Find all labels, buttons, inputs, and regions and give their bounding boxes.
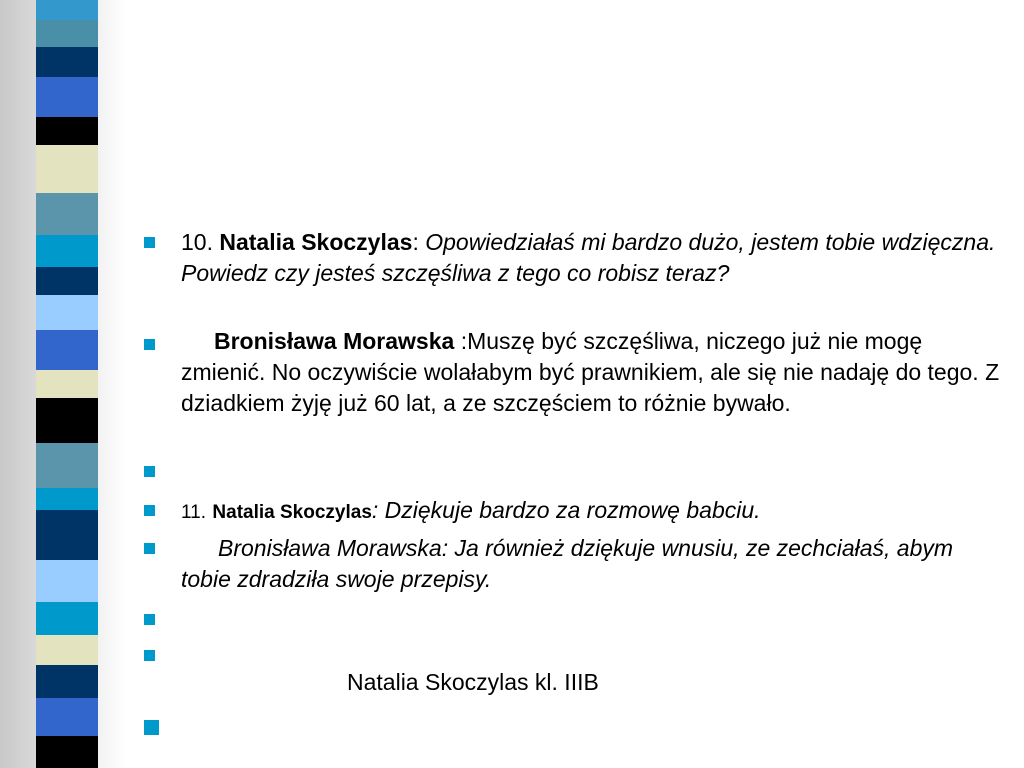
stripe: [36, 398, 98, 443]
entry-quote: Dziękuje bardzo za rozmowę babciu.: [384, 497, 761, 523]
stripe: [36, 117, 98, 145]
entry-text: [181, 326, 1001, 419]
stripe: [36, 145, 98, 193]
stripe: [36, 635, 98, 665]
entry-separator: :: [371, 497, 379, 523]
square-bullet-icon: [144, 466, 155, 477]
square-bullet-icon: [144, 339, 155, 350]
entry-quote: Bronisława Morawska: Ja również dziękuje wnusiu, ze zechciałaś, abym tobie zdradziła swoje przepisy.: [181, 535, 954, 592]
stripe: [36, 560, 98, 602]
stripe: [36, 665, 98, 698]
speaker-name: Natalia Skoczylas: [219, 229, 413, 255]
speaker-name: Natalia Skoczylas: [212, 502, 372, 523]
stripe: [36, 736, 98, 768]
square-bullet-icon: [144, 237, 155, 248]
entry-quote: Muszę być szczęśliwa, niczego już nie mogę zmienić. No oczywiście wolałabym być prawnikiem, ale się nie nadaję do tego. Z dziadkiem żyję już 60 lat, a ze szczęściem to różnie bywało.: [181, 328, 1000, 416]
author-signature: Natalia Skoczylas kl. IIIB: [347, 669, 599, 695]
stripe: [36, 698, 98, 736]
speaker-name: Bronisława Morawska: [214, 328, 455, 354]
entry-text: [181, 495, 1001, 528]
square-bullet-icon: [144, 505, 155, 516]
stripe: [36, 47, 98, 77]
stripe: [36, 295, 98, 330]
stripe: [36, 77, 98, 117]
entry-number: 11.: [181, 502, 207, 523]
entry-separator: :: [412, 229, 419, 255]
square-bullet-icon: [144, 720, 159, 735]
stripe: [36, 0, 98, 20]
stripe: [36, 510, 98, 560]
square-bullet-icon: [144, 543, 155, 554]
stripe: [36, 602, 98, 635]
square-bullet-icon: [144, 614, 155, 625]
stripe: [36, 488, 98, 510]
stripe: [36, 193, 98, 235]
stripe: [36, 370, 98, 398]
entry-separator: :: [460, 328, 468, 354]
stripe: [36, 443, 98, 488]
square-bullet-icon: [144, 650, 155, 661]
decorative-stripe-column: [36, 0, 98, 768]
entry-text: [181, 533, 1001, 595]
stripe: [36, 330, 98, 370]
stripe: [36, 20, 98, 47]
stripe: [36, 235, 98, 267]
entry-text: [181, 227, 1001, 289]
entry-number: 10.: [181, 229, 213, 255]
entry-quote: Opowiedziałaś mi bardzo dużo, jestem tobie wdzięczna. Powiedz czy jesteś szczęśliwa z tego co robisz teraz?: [181, 229, 996, 286]
stripe: [36, 267, 98, 295]
